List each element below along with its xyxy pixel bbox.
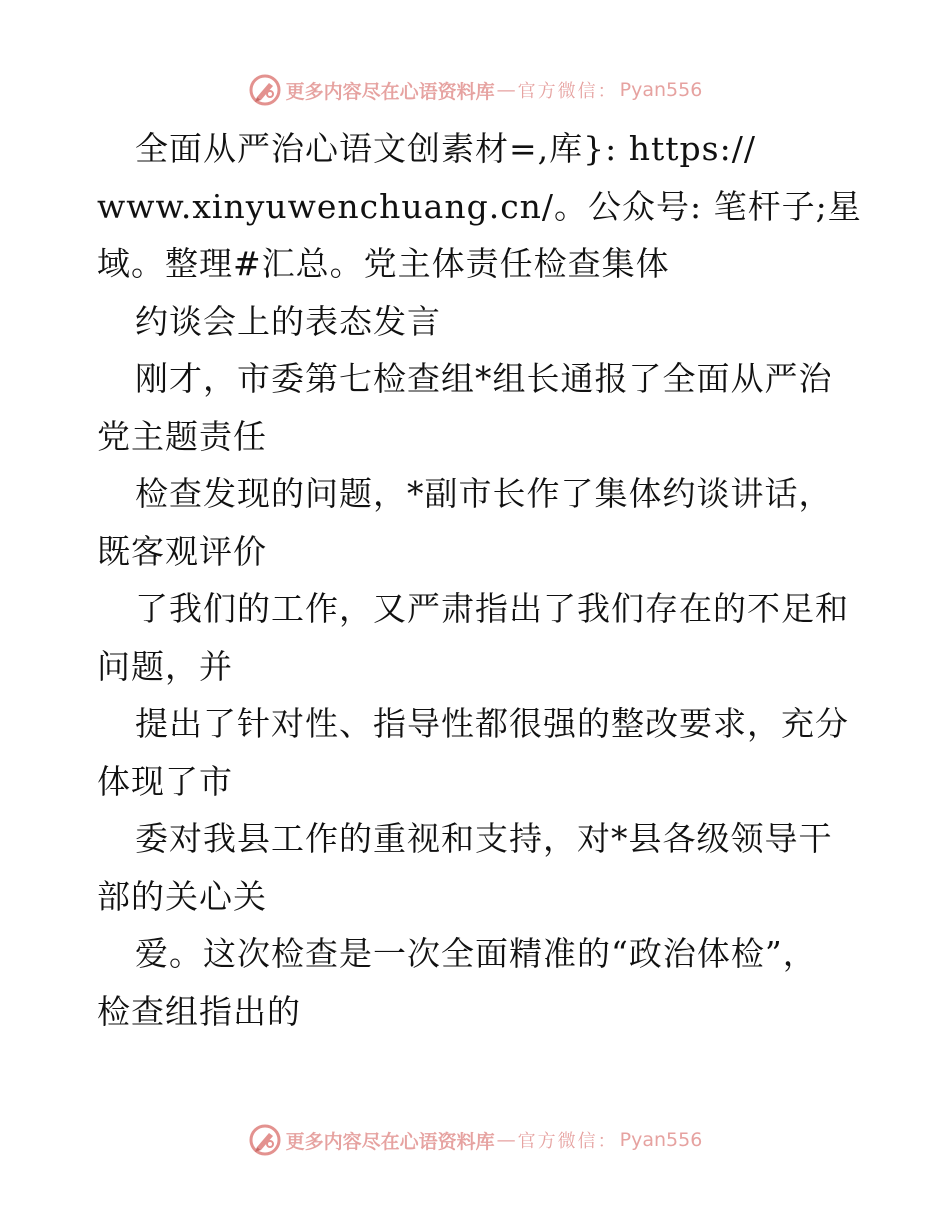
banner-wechat-id: Pyan556 bbox=[619, 1129, 703, 1151]
banner-separator: — bbox=[496, 1129, 516, 1151]
banner-main-text: 更多内容尽在心语资料库 bbox=[285, 1130, 495, 1153]
banner-wechat-id: Pyan556 bbox=[619, 79, 703, 101]
body-line: 问题，并 bbox=[97, 646, 233, 686]
body-line: 检查发现的问题，*副市长作了集体约谈讲话， bbox=[135, 474, 833, 513]
body-line: 爱。这次检查是一次全面精准的“政治体检”， bbox=[135, 934, 817, 973]
body-line: 部的关心关 bbox=[97, 876, 267, 916]
banner-separator: — bbox=[496, 79, 516, 101]
body-line: 委对我县工作的重视和支持，对*县各级领导干 bbox=[135, 819, 833, 858]
pen-logo-icon bbox=[248, 1123, 282, 1157]
body-line: 体现了市 bbox=[97, 761, 233, 801]
body-line: 检查组指出的 bbox=[97, 991, 301, 1031]
body-line: 了我们的工作，又严肃指出了我们存在的不足和 bbox=[135, 589, 849, 628]
body-line: 党主题责任 bbox=[97, 416, 267, 456]
body-line: www.xinyuwenchuang.cn/。公众号: 笔杆子;星 bbox=[97, 186, 862, 226]
body-line: 域。整理#汇总。党主体责任检查集体 bbox=[97, 244, 670, 283]
pen-logo-icon bbox=[248, 73, 282, 107]
banner-wechat-label: 官方微信： bbox=[517, 81, 618, 102]
body-line: 提出了针对性、指导性都很强的整改要求，充分 bbox=[135, 704, 849, 743]
banner-main-text: 更多内容尽在心语资料库 bbox=[285, 80, 495, 103]
body-line: 刚才，市委第七检查组*组长通报了全面从严治 bbox=[135, 359, 833, 398]
body-line: 全面从严治心语文创素材=,库}: https:// bbox=[135, 129, 756, 168]
banner-wechat-label: 官方微信： bbox=[517, 1131, 618, 1152]
footer-watermark-banner bbox=[0, 1120, 950, 1160]
body-line: 约谈会上的表态发言 bbox=[135, 301, 441, 341]
document-body bbox=[97, 120, 862, 1040]
body-line: 既客观评价 bbox=[97, 531, 267, 571]
header-watermark-banner bbox=[0, 70, 950, 110]
